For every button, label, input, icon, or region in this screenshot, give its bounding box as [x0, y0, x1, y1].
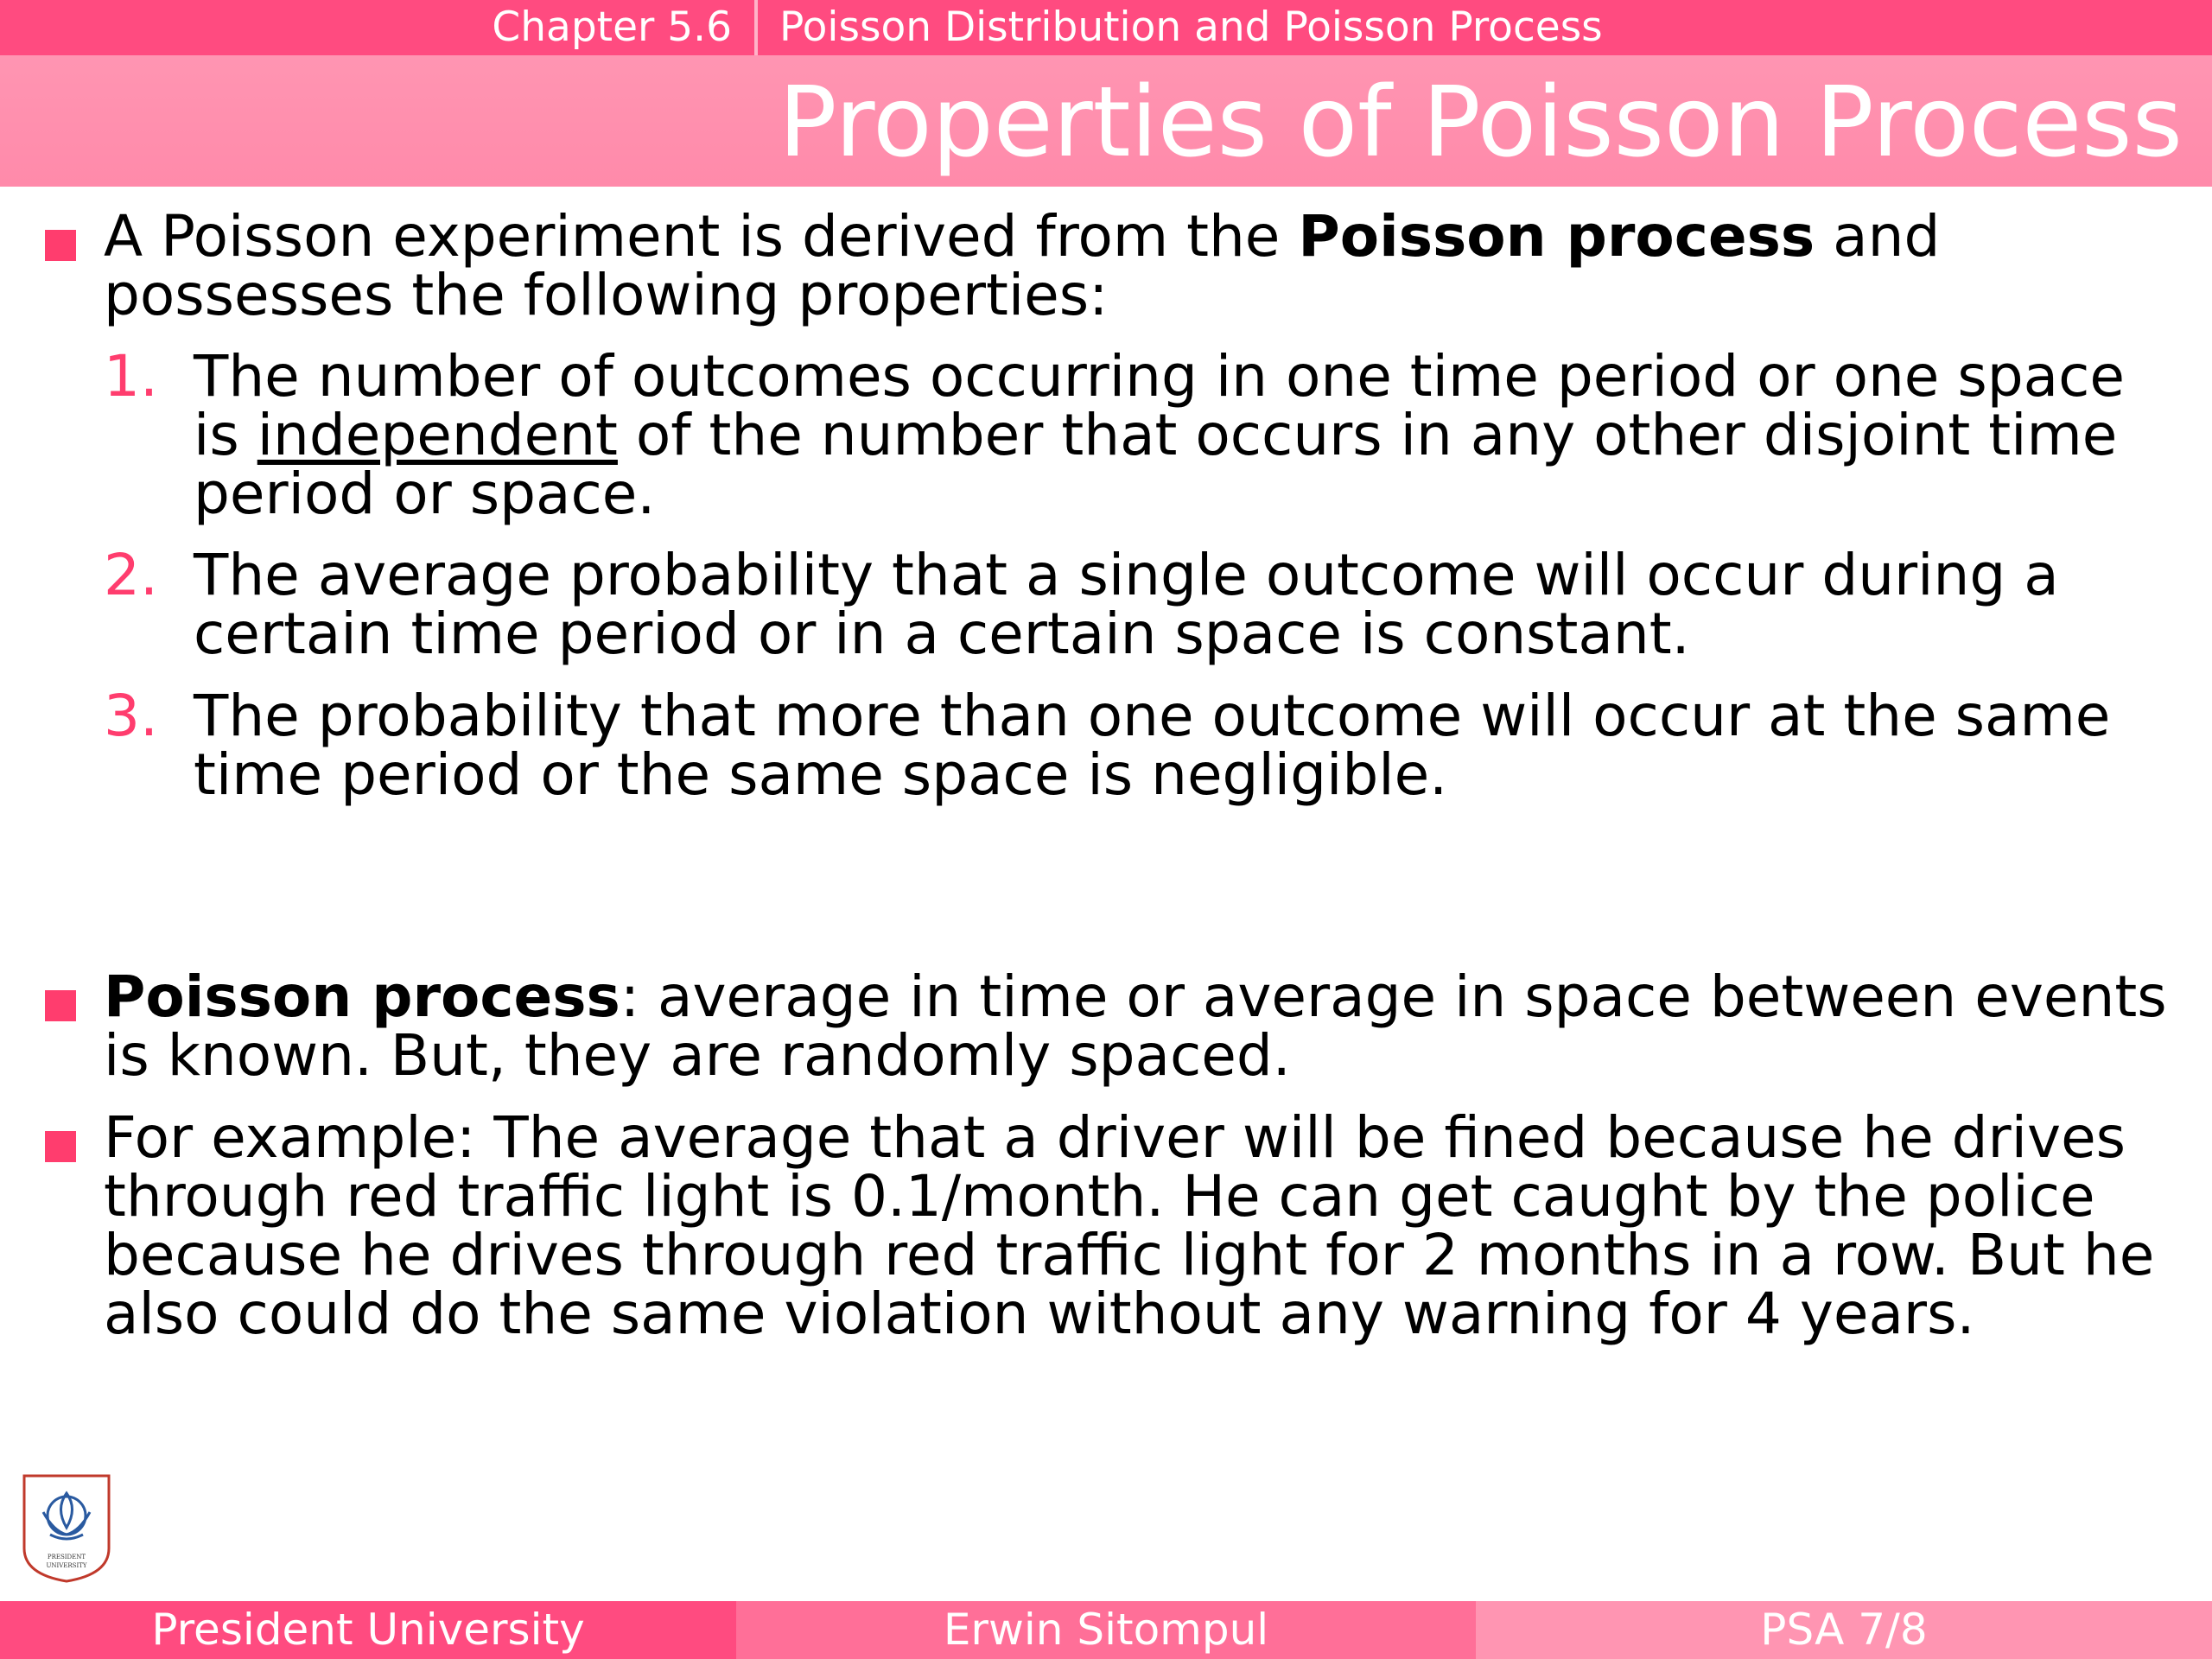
footer-institution: President University	[0, 1601, 736, 1659]
section-label: Poisson Distribution and Poisson Process	[779, 3, 1603, 51]
svg-text:UNIVERSITY: UNIVERSITY	[46, 1562, 87, 1569]
bullet-text: Poisson process: average in time or average in space between events is known. But, they are randomly spaced.	[104, 963, 2167, 1089]
item-text: The average probability that a single outcome will occur during a certain time period or in a certain space is constant.	[194, 542, 2059, 667]
title-band	[0, 55, 2212, 187]
svg-text:PRESIDENT: PRESIDENT	[47, 1554, 86, 1560]
bullet-text: For example: The average that a driver will be fined because he drives through red traffic light is 0.1/month. He can get caught by the police because he drives through red traffic light for 2 months in a row. But he also could do the same violation without any warning for 4 years.	[104, 1104, 2155, 1347]
bullet-square-icon	[45, 990, 76, 1021]
header-divider	[754, 0, 758, 55]
slide-title: Properties of Poisson Process	[778, 67, 2183, 179]
item-number: 2.	[104, 542, 158, 608]
bullet-text: A Poisson experiment is derived from the Poisson process and possesses the following properties:	[104, 203, 1941, 328]
footer-author: Erwin Sitompul	[736, 1601, 1476, 1659]
item-text: The probability that more than one outcome will occur at the same time period or the same space is negligible.	[194, 683, 2111, 808]
lotus-logo-icon	[17, 1471, 116, 1585]
bullet-square-icon	[45, 1131, 76, 1162]
chapter-label: Chapter 5.6	[492, 3, 732, 51]
item-number: 1.	[104, 343, 158, 410]
item-text: The number of outcomes occurring in one time period or one space is independent of the number that occurs in any other disjoint time period or space.	[194, 343, 2126, 527]
footer-bar	[0, 1601, 2212, 1659]
header-bar	[0, 0, 2212, 55]
footer-page: PSA 7/8	[1476, 1601, 2212, 1659]
item-number: 3.	[104, 683, 158, 749]
bullet-square-icon	[45, 230, 76, 261]
university-logo	[17, 1471, 116, 1585]
